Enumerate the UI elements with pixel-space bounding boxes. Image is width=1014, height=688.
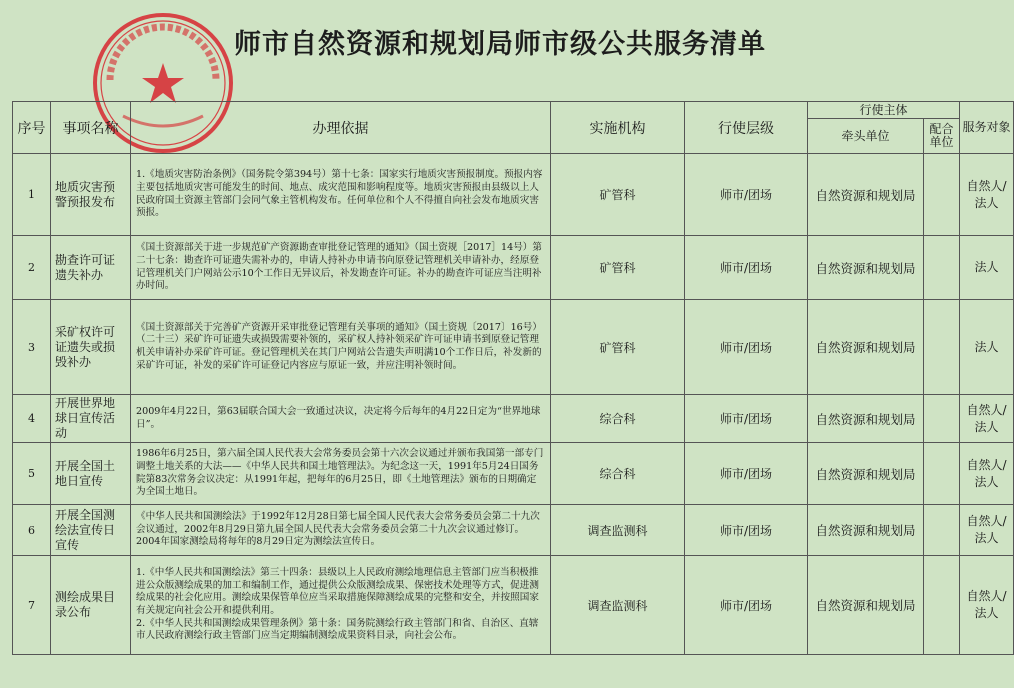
row-coop (924, 395, 960, 443)
row-level: 师市/团场 (685, 236, 808, 300)
row-item-name: 开展世界地球日宣传活动 (51, 395, 131, 443)
header-item: 事项名称 (51, 102, 131, 154)
row-item-name: 测绘成果目录公布 (51, 556, 131, 655)
row-basis: 《中华人民共和国测绘法》于1992年12月28日第七届全国人民代表大会常务委员会第二十九次会议通过，2002年8月29日第九届全国人民代表大会常务委员会第二十九次会议通过修订。2004年国家测绘局将每年的8月29日定为测绘法宣传日。 (131, 505, 551, 556)
row-basis: 1.《中华人民共和国测绘法》第三十四条：县级以上人民政府测绘地理信息主管部门应当积极推进公众版测绘成果的加工和编制工作，通过提供公众版测绘成果、保密技术处理等方式，促进测绘成果的社会化应用。测绘成果保管单位应当采取措施保障测绘成果的完整和安全，并按照国家有关规定向社会公开和提供利用。 2.《中华人民共和国测绘成果管理条例》第十条：国务院测绘行政主管部门和省、自治区、直辖市人民政府测绘行政主管部门应当定期编制测绘成果资料目录，向社会公布。 (131, 556, 551, 655)
row-agency: 综合科 (551, 443, 685, 505)
header-level: 行使层级 (685, 102, 808, 154)
row-lead: 自然资源和规划局 (808, 443, 924, 505)
row-item-name: 采矿权许可证遗失或损毁补办 (51, 300, 131, 395)
row-seq: 2 (13, 236, 51, 300)
row-agency: 调查监测科 (551, 556, 685, 655)
row-basis: 《国土资源部关于进一步规范矿产资源勘查审批登记管理的通知》（国土资规［2017］14号）第二十七条：勘查许可证遗失需补办的，申请人持补办申请书向原登记管理机关申请补办，经原登记管理机关门户网站公示10个工作日无异议后，补发勘查许可证。补办的勘查许可证应当注明补办时间。 (131, 236, 551, 300)
row-level: 师市/团场 (685, 556, 808, 655)
row-seq: 4 (13, 395, 51, 443)
row-seq: 3 (13, 300, 51, 395)
row-coop (924, 505, 960, 556)
header-coop: 配合单位 (924, 119, 960, 154)
row-coop (924, 443, 960, 505)
row-basis: 1986年6月25日，第六届全国人民代表大会常务委员会第十六次会议通过并颁布我国第一部专门调整土地关系的大法——《中华人民共和国土地管理法》。为纪念这一天，1991年5月24日国务院第83次常务会议决定：从1991年起，把每年的6月25日，即《土地管理法》颁布的日期确定为全国土地日。 (131, 443, 551, 505)
table-row (13, 556, 1014, 655)
row-target: 自然人/法人 (960, 556, 1014, 655)
page-title: 师市自然资源和规划局师市级公共服务清单 (234, 29, 766, 60)
row-item-name: 开展全国土地日宣传 (51, 443, 131, 505)
row-coop (924, 556, 960, 655)
header-agency: 实施机构 (551, 102, 685, 154)
row-lead: 自然资源和规划局 (808, 154, 924, 236)
header-subject: 行使主体 (808, 102, 960, 119)
table-row (13, 395, 1014, 443)
header-seq: 序号 (13, 102, 51, 154)
row-seq: 7 (13, 556, 51, 655)
table-row (13, 443, 1014, 505)
row-level: 师市/团场 (685, 300, 808, 395)
row-agency: 矿管科 (551, 154, 685, 236)
table-row (13, 300, 1014, 395)
row-agency: 调查监测科 (551, 505, 685, 556)
row-level: 师市/团场 (685, 443, 808, 505)
row-lead: 自然资源和规划局 (808, 556, 924, 655)
row-lead: 自然资源和规划局 (808, 395, 924, 443)
row-agency: 矿管科 (551, 236, 685, 300)
row-coop (924, 236, 960, 300)
row-coop (924, 300, 960, 395)
row-coop (924, 154, 960, 236)
row-basis: 《国土资源部关于完善矿产资源开采审批登记管理有关事项的通知》（国土资规〔2017〕16号）（二十三）采矿许可证遗失或损毁需要补领的，采矿权人持补领采矿许可证申请书到原登记管理机关申请补办采矿许可证。登记管理机关在其门户网站公告遗失声明满10个工作日后，补发新的采矿许可证，补发的采矿许可证登记内容应与原证一致，并应注明补领时间。 (131, 300, 551, 395)
row-agency: 综合科 (551, 395, 685, 443)
row-item-name: 地质灾害预警预报发布 (51, 154, 131, 236)
row-target: 自然人/法人 (960, 505, 1014, 556)
row-target: 法人 (960, 300, 1014, 395)
row-seq: 6 (13, 505, 51, 556)
row-seq: 5 (13, 443, 51, 505)
table-row (13, 505, 1014, 556)
row-target: 自然人/法人 (960, 395, 1014, 443)
row-level: 师市/团场 (685, 505, 808, 556)
row-lead: 自然资源和规划局 (808, 505, 924, 556)
row-item-name: 勘查许可证遗失补办 (51, 236, 131, 300)
row-lead: 自然资源和规划局 (808, 300, 924, 395)
row-level: 师市/团场 (685, 154, 808, 236)
header-lead: 牵头单位 (808, 119, 924, 154)
row-target: 自然人/法人 (960, 443, 1014, 505)
table-row (13, 236, 1014, 300)
row-target: 法人 (960, 236, 1014, 300)
header-basis: 办理依据 (131, 102, 551, 154)
row-item-name: 开展全国测绘法宣传日宣传 (51, 505, 131, 556)
row-lead: 自然资源和规划局 (808, 236, 924, 300)
service-table (12, 101, 1014, 655)
header-target: 服务对象 (960, 102, 1014, 154)
table-row (13, 154, 1014, 236)
row-basis: 2009年4月22日，第63届联合国大会一致通过决议，决定将今后每年的4月22日定为“世界地球日”。 (131, 395, 551, 443)
row-level: 师市/团场 (685, 395, 808, 443)
row-target: 自然人/法人 (960, 154, 1014, 236)
row-seq: 1 (13, 154, 51, 236)
row-basis: 1.《地质灾害防治条例》（国务院令第394号）第十七条：国家实行地质灾害预报制度。预报内容主要包括地质灾害可能发生的时间、地点、成灾范围和影响程度等。地质灾害预报由县级以上人民政府国土资源主管部门会同气象主管机构发布。任何单位和个人不得擅自向社会发布地质灾害预报。 (131, 154, 551, 236)
row-agency: 矿管科 (551, 300, 685, 395)
